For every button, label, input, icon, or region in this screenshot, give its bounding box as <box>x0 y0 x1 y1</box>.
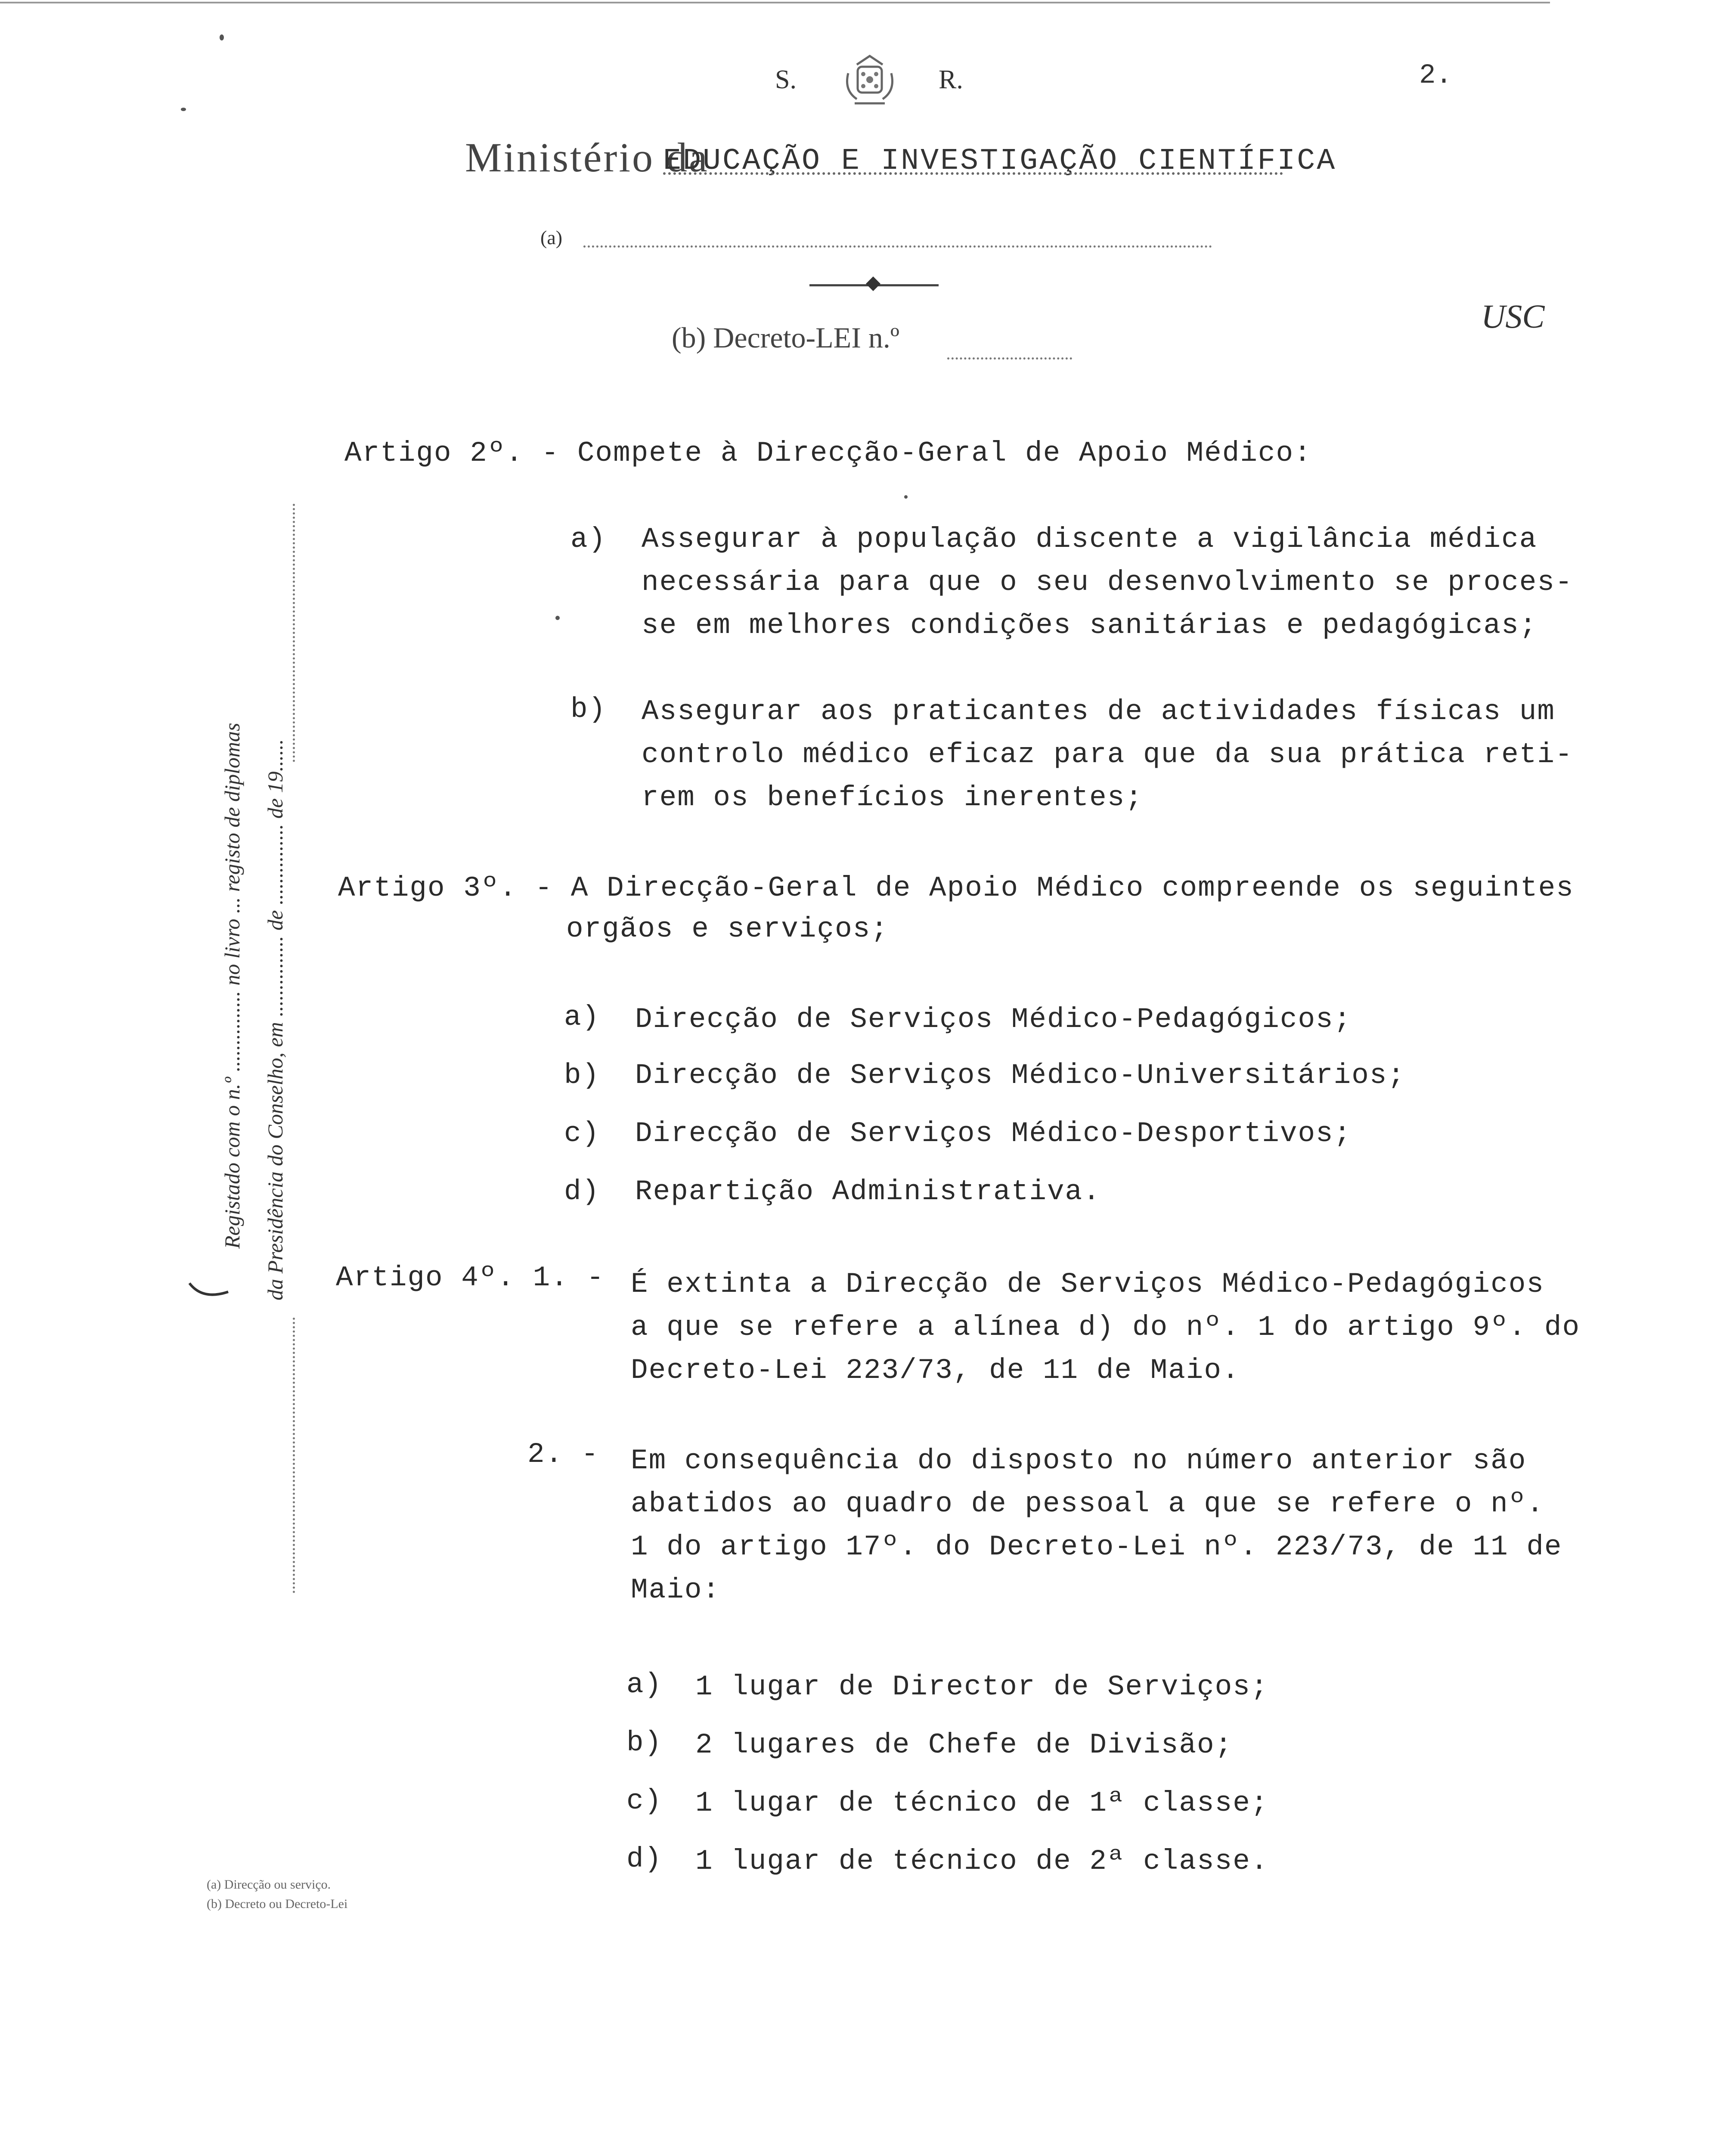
article-3-item-b-text: Direcção de Serviços Médico-Universitários; <box>635 1059 1406 1092</box>
article-2-item-b-label: b) <box>570 693 607 726</box>
article-4-item-d-text: 1 lugar de técnico de 2ª classe. <box>695 1845 1269 1877</box>
article-4-item-a-text: 1 lugar de Director de Serviços; <box>695 1671 1269 1703</box>
article-4-item-c-label: c) <box>626 1785 663 1817</box>
article-3-item-b-label: b) <box>564 1059 600 1092</box>
article-4-number-2: 2. - <box>527 1438 599 1470</box>
coat-of-arms-icon <box>831 47 908 116</box>
article-4-heading: Artigo 4º. 1. - <box>336 1262 605 1294</box>
article-4-para-1-line-2: a que se refere a alínea d) do nº. 1 do artigo 9º. do <box>631 1311 1581 1343</box>
header-s-letter: S. <box>775 65 797 94</box>
article-2-item-b-line-2: controlo médico eficaz para que da sua prática reti- <box>642 738 1573 771</box>
decree-dotted-line <box>947 357 1072 360</box>
decree-label: (b) Decreto-LEI n.º <box>672 321 899 354</box>
article-2-item-a-line-2: necessária para que o seu desenvolvimento se proces- <box>642 566 1573 599</box>
article-2-item-a-line-3: se em melhores condições sanitárias e pedagógicas; <box>642 609 1538 642</box>
scan-speck <box>181 108 186 111</box>
page-number: 2. <box>1419 60 1452 91</box>
article-4-para-2-line-4: Maio: <box>631 1574 721 1606</box>
article-3-item-a-text: Direcção de Serviços Médico-Pedagógicos; <box>635 1003 1352 1036</box>
article-4-para-1-line-1: É extinta a Direcção de Serviços Médico-Pedagógicos <box>631 1268 1544 1300</box>
article-2-item-a-line-1: Assegurar à população discente a vigilância médica <box>642 523 1538 555</box>
article-4-para-2-line-3: 1 do artigo 17º. do Decreto-Lei nº. 223/73, de 11 de <box>631 1531 1562 1563</box>
article-4-item-d-label: d) <box>626 1843 663 1875</box>
article-4-para-1-line-3: Decreto-Lei 223/73, de 11 de Maio. <box>631 1354 1240 1387</box>
article-2-item-a-label: a) <box>570 523 607 555</box>
article-4-para-2-line-2: abatidos ao quadro de pessoal a que se refere o nº. <box>631 1488 1544 1520</box>
field-a-label: (a) <box>540 226 563 248</box>
footnote-b: (b) Decreto ou Decreto-Lei <box>207 1897 348 1911</box>
ministry-name: EDUCAÇÃO E INVESTIGAÇÃO CIENTÍFICA <box>663 144 1337 178</box>
article-3-item-d-label: d) <box>564 1176 600 1208</box>
article-3-item-d-text: Repartição Administrativa. <box>635 1176 1101 1208</box>
scan-top-edge <box>0 2 1550 3</box>
header-r-letter: R. <box>939 65 963 94</box>
footnote-a: (a) Direcção ou serviço. <box>207 1877 331 1892</box>
scan-speck <box>555 616 560 620</box>
ministry-dotted-line <box>663 172 1283 175</box>
article-4-item-b-text: 2 lugares de Chefe de Divisão; <box>695 1729 1233 1761</box>
diamond-icon <box>866 276 880 291</box>
article-2-heading: Artigo 2º. - Compete à Direcção-Geral de Apoio Médico: <box>344 437 1312 469</box>
scan-speck <box>904 495 908 499</box>
article-2-item-b-line-3: rem os benefícios inerentes; <box>642 782 1143 814</box>
margin-bracket-icon <box>185 1275 237 1309</box>
article-3-item-c-label: c) <box>564 1117 600 1150</box>
article-4-para-2-line-1: Em consequência do disposto no número anterior são <box>631 1445 1527 1477</box>
scan-speck <box>220 34 224 40</box>
margin-dotted-rule-top <box>293 504 295 762</box>
ministry-prefix: Ministério da <box>465 134 709 180</box>
field-a-dotted-line <box>583 245 1212 248</box>
article-4-item-a-label: a) <box>626 1669 663 1701</box>
article-2-item-b-line-1: Assegurar aos praticantes de actividades físicas um <box>642 695 1555 728</box>
margin-registration-line-1: Registado com o n.º ............... no livro ... registo de diplomas <box>220 723 244 1249</box>
article-4-item-c-text: 1 lugar de técnico de 1ª classe; <box>695 1787 1269 1819</box>
article-4-item-b-label: b) <box>626 1727 663 1759</box>
handwritten-initials: USC <box>1481 298 1545 335</box>
margin-dotted-rule-bottom <box>293 1318 295 1593</box>
article-3-heading-cont: orgãos e serviços; <box>566 913 889 945</box>
article-3-heading: Artigo 3º. - A Direcção-Geral de Apoio Médico compreende os seguintes <box>338 872 1574 904</box>
article-3-item-a-label: a) <box>564 1001 600 1033</box>
article-3-item-c-text: Direcção de Serviços Médico-Desportivos; <box>635 1117 1352 1150</box>
margin-registration-line-2: da Presidência do Conselho, em ............... de ............... de 19...... <box>263 739 287 1300</box>
